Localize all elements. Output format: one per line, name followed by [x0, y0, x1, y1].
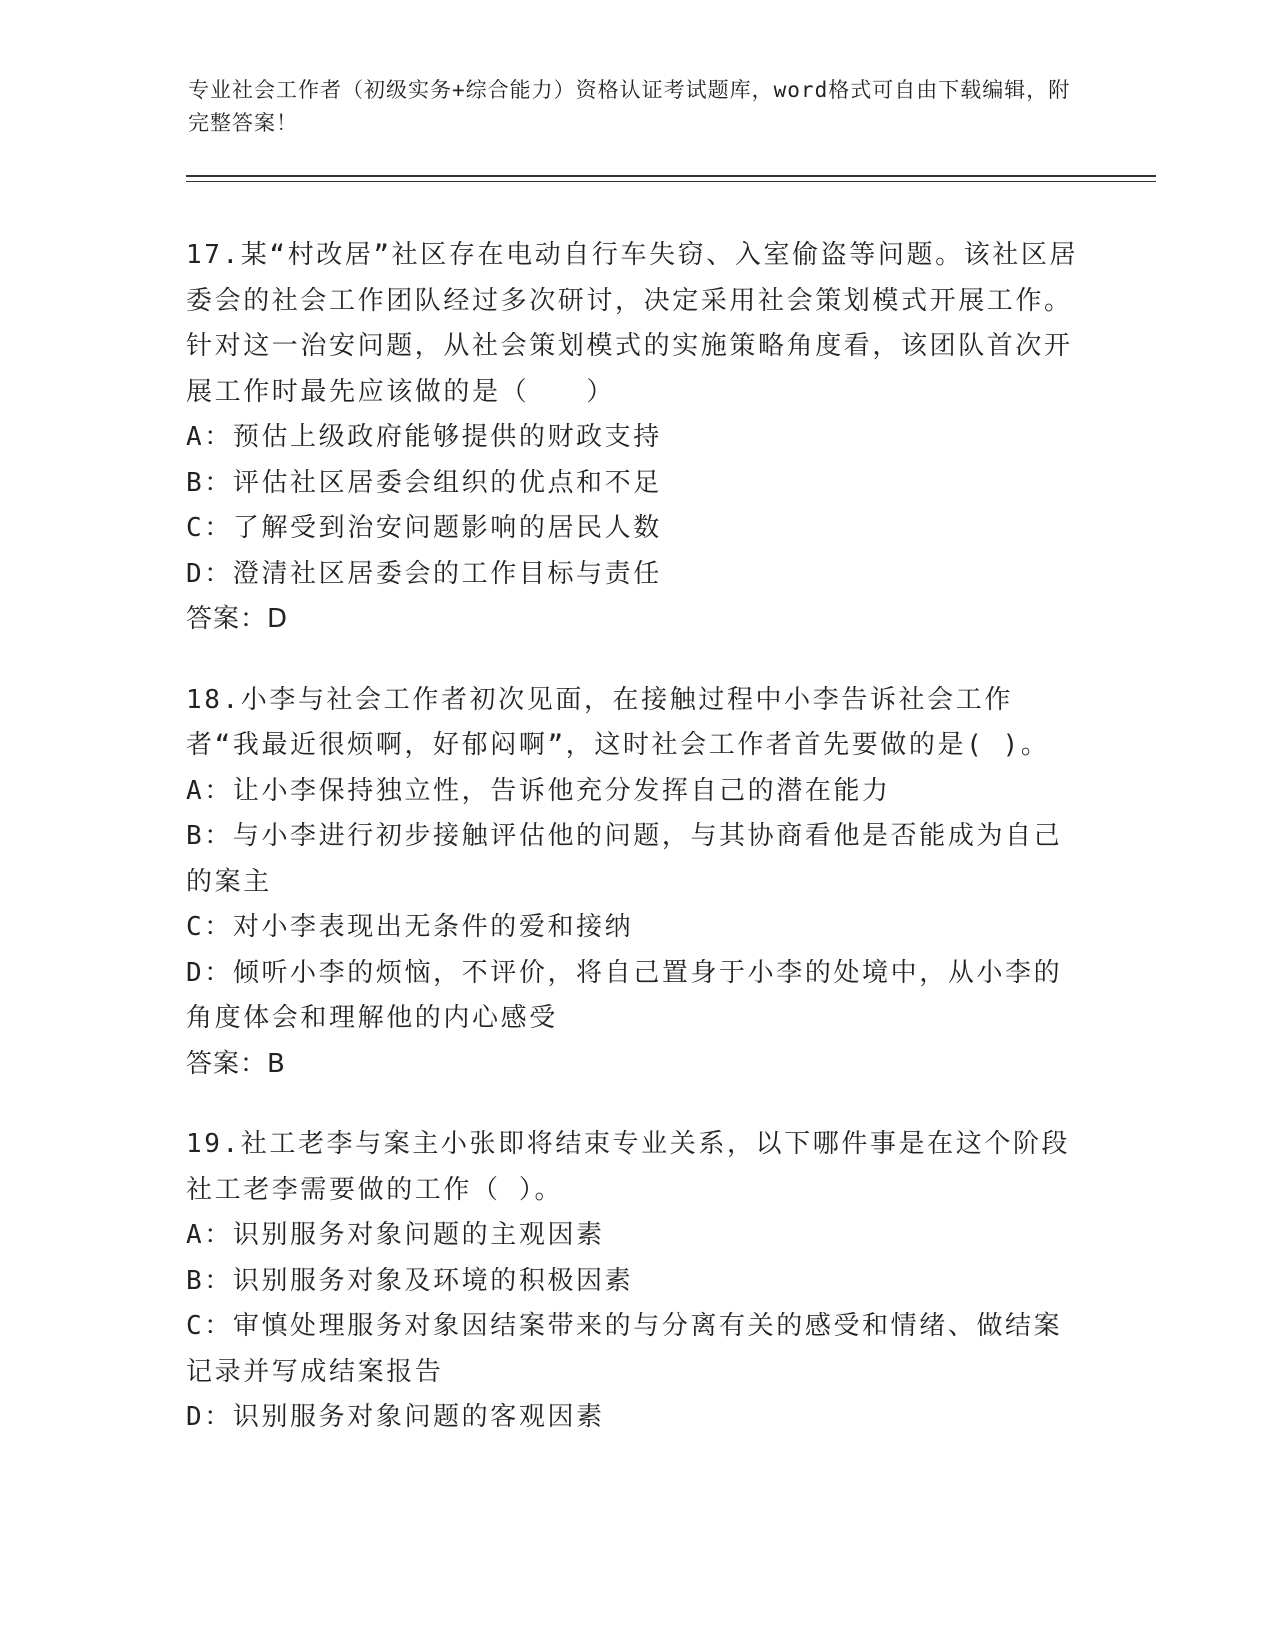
question-19 [186, 1122, 1086, 1441]
option-c: C：了解受到治安问题影响的居民人数 [186, 513, 662, 543]
question-stem: 18.小李与社会工作者初次见面，在接触过程中小李告诉社会工作者“我最近很烦啊，好郁闷啊”，这时社会工作者首先要做的是( )。 [186, 684, 1050, 760]
document-header [188, 74, 1088, 140]
answer-line: 答案：D [186, 604, 289, 634]
answer-line: 答案：B [186, 1048, 286, 1079]
question-17 [186, 233, 1086, 643]
header-divider-thick [186, 175, 1156, 177]
question-18 [186, 678, 1086, 1088]
option-c: C：对小李表现出无条件的爱和接纳 [186, 912, 634, 942]
option-b: B：与小李进行初步接触评估他的问题，与其协商看他是否能成为自己的案主 [186, 821, 1063, 897]
header-text: 专业社会工作者（初级实务+综合能力）资格认证考试题库，word格式可自由下载编辑，附完整答案！ [188, 78, 1071, 135]
option-b: B：识别服务对象及环境的积极因素 [186, 1265, 634, 1296]
option-c: C：审慎处理服务对象因结案带来的与分离有关的感受和情绪、做结案记录并写成结案报告 [186, 1311, 1063, 1387]
option-d: D：识别服务对象问题的客观因素 [186, 1402, 605, 1432]
option-a: A：预估上级政府能够提供的财政支持 [186, 422, 662, 452]
question-list [186, 233, 1086, 1476]
option-d: D：澄清社区居委会的工作目标与责任 [186, 558, 662, 589]
header-divider-thin [186, 181, 1156, 182]
option-a: A：让小李保持独立性，告诉他充分发挥自己的潜在能力 [186, 775, 891, 806]
question-stem: 19.社工老李与案主小张即将结束专业关系，以下哪件事是在这个阶段社工老李需要做的工作（ ）。 [186, 1129, 1071, 1205]
option-d: D：倾听小李的烦恼，不评价，将自己置身于小李的处境中，从小李的角度体会和理解他的内心感受 [186, 957, 1063, 1033]
question-stem: 17.某“村改居”社区存在电动自行车失窃、入室偷盗等问题。该社区居委会的社会工作团队经过多次研讨，决定采用社会策划模式开展工作。针对这一治安问题，从社会策划模式的实施策略角度看，该团队首次开展工作时最先应该做的是（ ） [186, 240, 1079, 407]
option-a: A：识别服务对象问题的主观因素 [186, 1220, 605, 1250]
option-b: B：评估社区居委会组织的优点和不足 [186, 467, 662, 498]
